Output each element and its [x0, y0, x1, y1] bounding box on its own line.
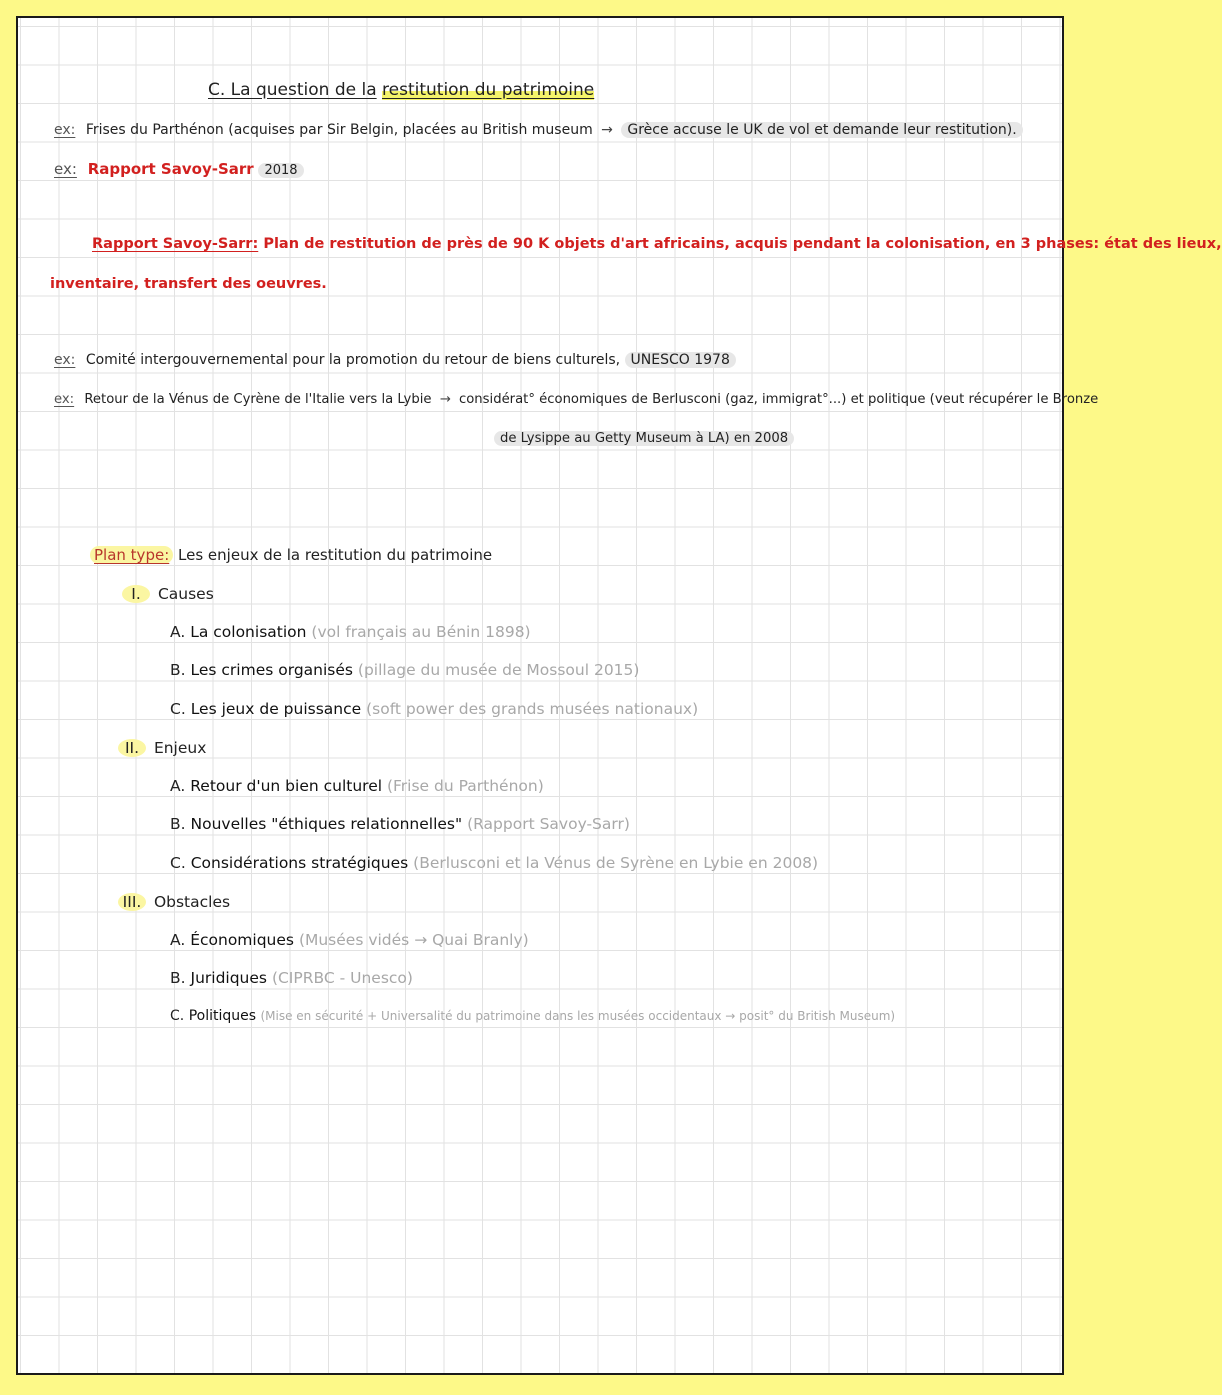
- ex4-text: Retour de la Vénus de Cyrène de l'Italie vers la Lybie: [84, 392, 432, 407]
- arrow-icon: →: [601, 122, 613, 138]
- item-letter: C.: [170, 854, 186, 872]
- item-letter: C.: [170, 700, 186, 718]
- item-text: Politiques: [188, 1008, 257, 1024]
- notebook-page: [16, 16, 1222, 1375]
- ex-label: ex:: [54, 160, 77, 178]
- plan-item: [170, 969, 413, 987]
- part-number: I.: [122, 585, 150, 603]
- item-letter: B.: [170, 969, 186, 987]
- item-text: La colonisation: [190, 623, 307, 641]
- plan-part-1: [122, 585, 214, 603]
- plan-item: [170, 854, 818, 872]
- ex4-cont: de Lysippe au Getty Museum à LA) en 2008: [494, 431, 794, 446]
- item-text: Nouvelles "éthiques relationnelles": [190, 815, 463, 833]
- section-title-prefix: C. La question de la: [208, 80, 377, 100]
- item-note: (Berlusconi et la Vénus de Syrène en Lybie en 2008): [413, 854, 819, 872]
- part-title: Causes: [157, 585, 214, 603]
- rapport-text-1: Plan de restitution de près de 90 K objets d'art africains, acquis pendant la colonisation, en 3 phases: état des lieux,: [263, 236, 1222, 252]
- section-title: [208, 80, 594, 100]
- section-title-highlight: restitution du patrimoine: [382, 80, 595, 100]
- item-note: (Frise du Parthénon): [386, 777, 544, 795]
- item-letter: B.: [170, 661, 186, 679]
- plan-item: [170, 931, 529, 949]
- ex3-text: Comité intergouvernemental pour la promotion du retour de biens culturels,: [85, 352, 621, 368]
- part-number: III.: [118, 893, 146, 911]
- item-note: (vol français au Bénin 1898): [311, 623, 531, 641]
- arrow-icon: →: [439, 392, 451, 407]
- ex2-year: 2018: [258, 163, 303, 178]
- ex3-tail: UNESCO 1978: [625, 352, 736, 368]
- ex4-tail: considérat° économiques de Berlusconi (gaz, immigrat°...) et politique (veut récupérer le Bronze: [458, 392, 1099, 407]
- item-note: (soft power des grands musées nationaux): [366, 700, 699, 718]
- plan-item: [170, 661, 639, 679]
- item-note: (CIPRBC - Unesco): [271, 969, 413, 987]
- item-letter: A.: [170, 623, 186, 641]
- ex2-text: Rapport Savoy-Sarr: [87, 160, 254, 178]
- plan-item: [170, 815, 630, 833]
- item-letter: A.: [170, 777, 186, 795]
- item-note: (pillage du musée de Mossoul 2015): [357, 661, 640, 679]
- example-rapport: [54, 160, 304, 178]
- plan-part-3: [118, 893, 230, 911]
- plan-title: Les enjeux de la restitution du patrimoine: [178, 546, 493, 564]
- rapport-line-1: [92, 236, 1222, 252]
- ex1-tail: Grèce accuse le UK de vol et demande leur restitution).: [621, 122, 1022, 138]
- rapport-text-2: inventaire, transfert des oeuvres.: [50, 276, 327, 292]
- item-text: Juridiques: [190, 969, 267, 987]
- item-text: Économiques: [190, 931, 294, 949]
- item-letter: B.: [170, 815, 186, 833]
- item-text: Considérations stratégiques: [190, 854, 409, 872]
- plan-item: [170, 700, 698, 718]
- part-title: Enjeux: [153, 739, 207, 757]
- ex-label: ex:: [54, 352, 76, 368]
- item-text: Les crimes organisés: [190, 661, 353, 679]
- part-number: II.: [118, 739, 146, 757]
- ex-label: ex:: [54, 392, 75, 407]
- plan-item: [170, 623, 531, 641]
- ex-label: ex:: [54, 122, 76, 138]
- item-text: Les jeux de puissance: [190, 700, 362, 718]
- ex1-text: Frises du Parthénon (acquises par Sir Belgin, placées au British museum: [85, 122, 593, 138]
- example-parthenon: [54, 122, 1023, 138]
- plan-header: [90, 546, 492, 564]
- item-note: (Musées vidés → Quai Branly): [298, 931, 529, 949]
- plan-item: [170, 1008, 895, 1024]
- plan-label: Plan type:: [90, 546, 173, 564]
- example-venus-cont: [494, 431, 794, 446]
- item-note: (Rapport Savoy-Sarr): [467, 815, 630, 833]
- plan-item: [170, 777, 544, 795]
- part-title: Obstacles: [153, 893, 231, 911]
- example-venus: [54, 392, 1098, 407]
- rapport-heading: Rapport Savoy-Sarr:: [92, 236, 259, 252]
- item-letter: A.: [170, 931, 186, 949]
- item-letter: C.: [170, 1008, 185, 1024]
- rapport-line-2: [50, 276, 327, 292]
- item-note: (Mise en sécurité + Universalité du patrimoine dans les musées occidentaux → posit° du British Museum): [260, 1009, 896, 1023]
- item-text: Retour d'un bien culturel: [190, 777, 383, 795]
- plan-part-2: [118, 739, 206, 757]
- example-comite: [54, 352, 736, 368]
